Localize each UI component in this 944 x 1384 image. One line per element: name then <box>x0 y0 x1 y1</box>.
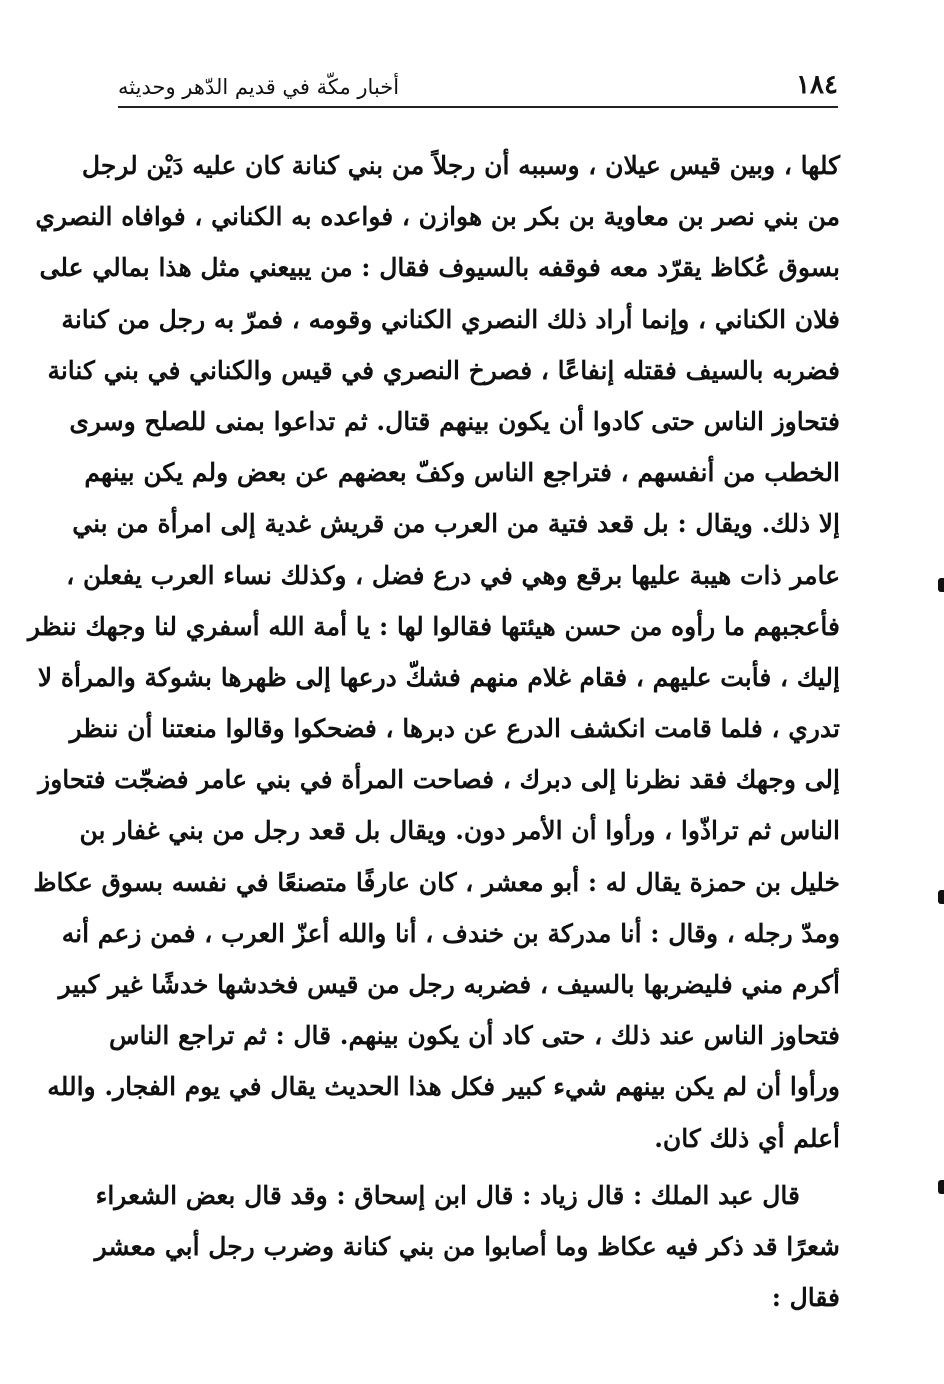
text-line: فأعجبهم ما رأوه من حسن هيئتها فقالوا لها : يا أمة الله أسفري لنا وجهك ننظر <box>27 611 840 641</box>
scan-edge-mark <box>938 890 944 904</box>
text-line: بسوق عُكاظ يقرّد معه فوقفه بالسيوف فقال : من يبيعني مثل هذا بمالي على <box>39 253 840 283</box>
text-line: ومدّ رجله ، وقال : أنا مدركة بن خندف ، أنا والله أعزّ العرب ، فمن زعم أنه <box>61 918 840 948</box>
text-line: إلا ذلك. ويقال : بل قعد فتية من العرب من قريش غدية إلى امرأة من بني <box>72 509 840 539</box>
text-line: عامر ذات هيبة عليها برقع وهي في درع فضل ، وكذلك نساء العرب يفعلن ، <box>66 560 840 590</box>
text-line: خليل بن حمزة يقال له : أبو معشر ، كان عارفًا متصنعًا في نفسه بسوق عكاظ <box>33 867 840 897</box>
text-line: قال عبد الملك : قال زياد : قال ابن إسحاق : وقد قال بعض الشعراء <box>95 1180 800 1210</box>
text-line: الناس ثم تراذّوا ، ورأوا أن الأمر دون. ويقال بل قعد رجل من بني غفار بن <box>79 816 840 846</box>
body-text <box>27 140 840 1323</box>
text-line: ورأوا أن لم يكن بينهم شيء كبير فكل هذا الحديث يقال في يوم الفجار. والله <box>47 1072 840 1102</box>
text-line: الخطب من أنفسهم ، فتراجع الناس وكفّ بعضهم عن بعض ولم يكن بينهم <box>84 458 840 488</box>
page-header <box>118 58 838 108</box>
text-line: من بني نصر بن معاوية بن بكر بن هوازن ، فواعده به الكناني ، فوافاه النصري <box>35 202 840 232</box>
text-line: فتحاوز الناس عند ذلك ، حتى كاد أن يكون بينهم. قال : ثم تراجع الناس <box>109 1021 840 1051</box>
text-line: فقال : <box>771 1283 840 1313</box>
text-line: أعلم أي ذلك كان. <box>654 1123 840 1153</box>
text-line: أكرم مني فليضربها بالسيف ، فضربه رجل من قيس فخدشها خدشًا غير كبير <box>58 970 840 999</box>
text-line: كلها ، وبين قيس عيلان ، وسببه أن رجلاً من بني كنانة كان عليه دَيْن لرجل <box>81 151 840 180</box>
page-number: ١٨٤ <box>796 70 838 100</box>
scan-edge-mark <box>938 578 944 592</box>
scan-edge-mark <box>938 1180 944 1194</box>
text-line: إليك ، فأبت عليهم ، فقام غلام منهم فشكّ درعها إلى ظهرها بشوكة والمرأة لا <box>37 662 840 692</box>
paragraph-2 <box>94 1170 840 1324</box>
text-line: فتحاوز الناس حتى كادوا أن يكون بينهم قتال. ثم تداعوا بمنى للصلح وسرى <box>69 406 840 436</box>
text-line: فلان الكناني ، وإنما أراد ذلك النصري الكناني وقومه ، فمرّ به رجل من كنانة <box>61 304 840 334</box>
text-line: تدري ، فلما قامت انكشف الدرع عن دبرها ، فضحكوا وقالوا منعتنا أن ننظر <box>69 714 840 744</box>
text-line: إلى وجهك فقد نظرنا إلى دبرك ، فصاحت المرأة في بني عامر فضجّت فتحاوز <box>38 765 840 795</box>
text-line: شعرًا قد ذكر فيه عكاظ وما أصابوا من بني كنانة وضرب رجل أبي معشر <box>94 1231 840 1261</box>
running-title: أخبار مكّة في قديم الدّهر وحديثه <box>118 75 400 99</box>
text-line: فضربه بالسيف فقتله إنفاعًا ، فصرخ النصري في قيس والكناني في بني كنانة <box>47 355 840 385</box>
paragraph-1 <box>27 140 840 1164</box>
